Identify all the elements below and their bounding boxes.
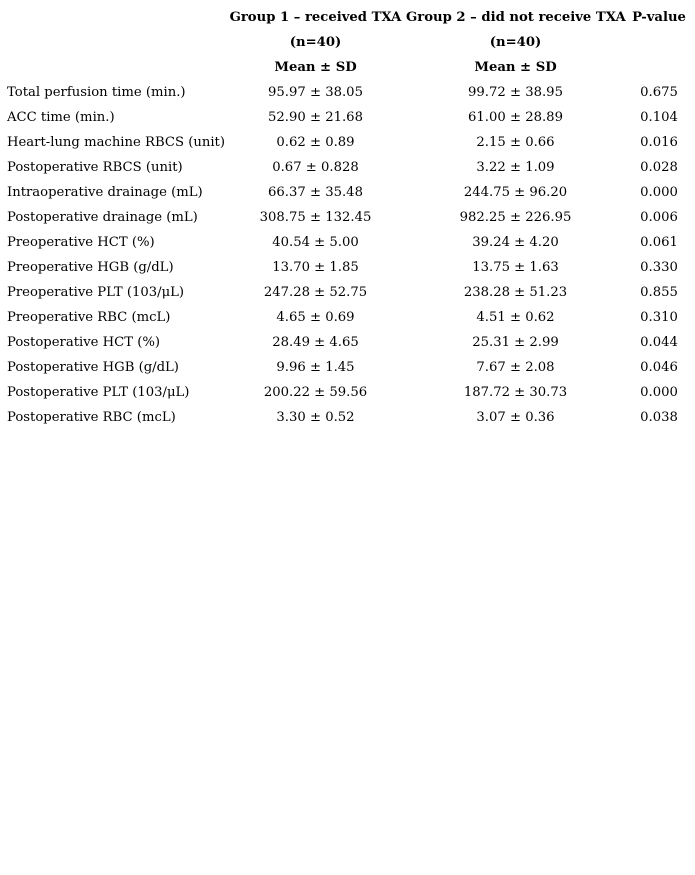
row-label: Preoperative HCT (%) [7,235,155,250]
p-value: 0.675 [640,85,678,100]
group2-value: 25.31 ± 2.99 [472,335,559,350]
p-value: 0.310 [640,310,678,325]
table-row [0,405,693,430]
row-label: ACC time (min.) [7,110,115,125]
header-row-group [0,5,693,30]
group1-value: 308.75 ± 132.45 [259,210,372,225]
table-row [0,155,693,180]
header-empty-cell [0,30,225,55]
header-group1-stat: Mean ± SD [274,60,357,75]
group2-value: 4.51 ± 0.62 [476,310,555,325]
table-row [0,280,693,305]
row-label: Preoperative RBC (mcL) [7,310,171,325]
results-table [0,5,693,430]
table-header [0,5,693,80]
group1-value: 247.28 ± 52.75 [263,285,368,300]
table-row [0,305,693,330]
header-row-stat [0,55,693,80]
group2-value: 238.28 ± 51.23 [463,285,568,300]
row-label: Postoperative HGB (g/dL) [7,360,179,375]
group1-value: 13.70 ± 1.85 [272,260,359,275]
group1-value: 0.67 ± 0.828 [272,160,359,175]
results-table-container [0,0,695,430]
p-value: 0.016 [640,135,678,150]
group1-value: 52.90 ± 21.68 [268,110,363,125]
table-body [0,80,693,430]
p-value: 0.104 [640,110,678,125]
row-label: Intraoperative drainage (mL) [7,185,203,200]
header-pvalue: P-value [632,10,686,25]
table-row [0,255,693,280]
table-row [0,205,693,230]
p-value: 0.028 [640,160,678,175]
p-value: 0.006 [640,210,678,225]
group1-value: 95.97 ± 38.05 [268,85,363,100]
group2-value: 187.72 ± 30.73 [463,385,568,400]
header-group2-stat: Mean ± SD [474,60,557,75]
row-label: Postoperative drainage (mL) [7,210,198,225]
table-row [0,230,693,255]
header-empty-cell [625,55,693,80]
group1-value: 0.62 ± 0.89 [276,135,355,150]
row-label: Heart-lung machine RBCS (unit) [7,135,225,150]
table-row [0,180,693,205]
group1-value: 40.54 ± 5.00 [272,235,359,250]
group1-value: 9.96 ± 1.45 [276,360,355,375]
header-empty-cell [0,55,225,80]
p-value: 0.038 [640,410,678,425]
table-row [0,355,693,380]
p-value: 0.855 [640,285,678,300]
table-row [0,380,693,405]
group2-value: 2.15 ± 0.66 [476,135,555,150]
header-empty-cell [625,30,693,55]
group1-value: 3.30 ± 0.52 [276,410,355,425]
group2-value: 982.25 ± 226.95 [459,210,572,225]
p-value: 0.044 [640,335,678,350]
group2-value: 244.75 ± 96.20 [463,185,568,200]
row-label: Preoperative PLT (103/μL) [7,285,185,300]
row-label: Postoperative HCT (%) [7,335,161,350]
table-row [0,130,693,155]
p-value: 0.061 [640,235,678,250]
group1-value: 200.22 ± 59.56 [263,385,368,400]
header-group1-n: (n=40) [289,35,342,50]
group2-value: 39.24 ± 4.20 [472,235,559,250]
group1-value: 4.65 ± 0.69 [276,310,355,325]
header-row-n [0,30,693,55]
group2-value: 3.07 ± 0.36 [476,410,555,425]
table-row [0,105,693,130]
group2-value: 99.72 ± 38.95 [468,85,563,100]
table-row [0,330,693,355]
table-row [0,80,693,105]
row-label: Postoperative PLT (103/μL) [7,385,190,400]
p-value: 0.330 [640,260,678,275]
header-group2-title: Group 2 – did not receive TXA [406,10,626,25]
p-value: 0.000 [640,385,678,400]
group2-value: 13.75 ± 1.63 [472,260,559,275]
row-label: Preoperative HGB (g/dL) [7,260,174,275]
group1-value: 28.49 ± 4.65 [272,335,359,350]
row-label: Postoperative RBC (mcL) [7,410,176,425]
row-label: Postoperative RBCS (unit) [7,160,183,175]
p-value: 0.000 [640,185,678,200]
p-value: 0.046 [640,360,678,375]
header-empty-cell [0,5,225,30]
group2-value: 3.22 ± 1.09 [476,160,555,175]
group2-value: 61.00 ± 28.89 [468,110,563,125]
group1-value: 66.37 ± 35.48 [268,185,363,200]
header-group1-title: Group 1 – received TXA [229,10,402,25]
group2-value: 7.67 ± 2.08 [476,360,555,375]
row-label: Total perfusion time (min.) [7,85,186,100]
header-group2-n: (n=40) [489,35,542,50]
